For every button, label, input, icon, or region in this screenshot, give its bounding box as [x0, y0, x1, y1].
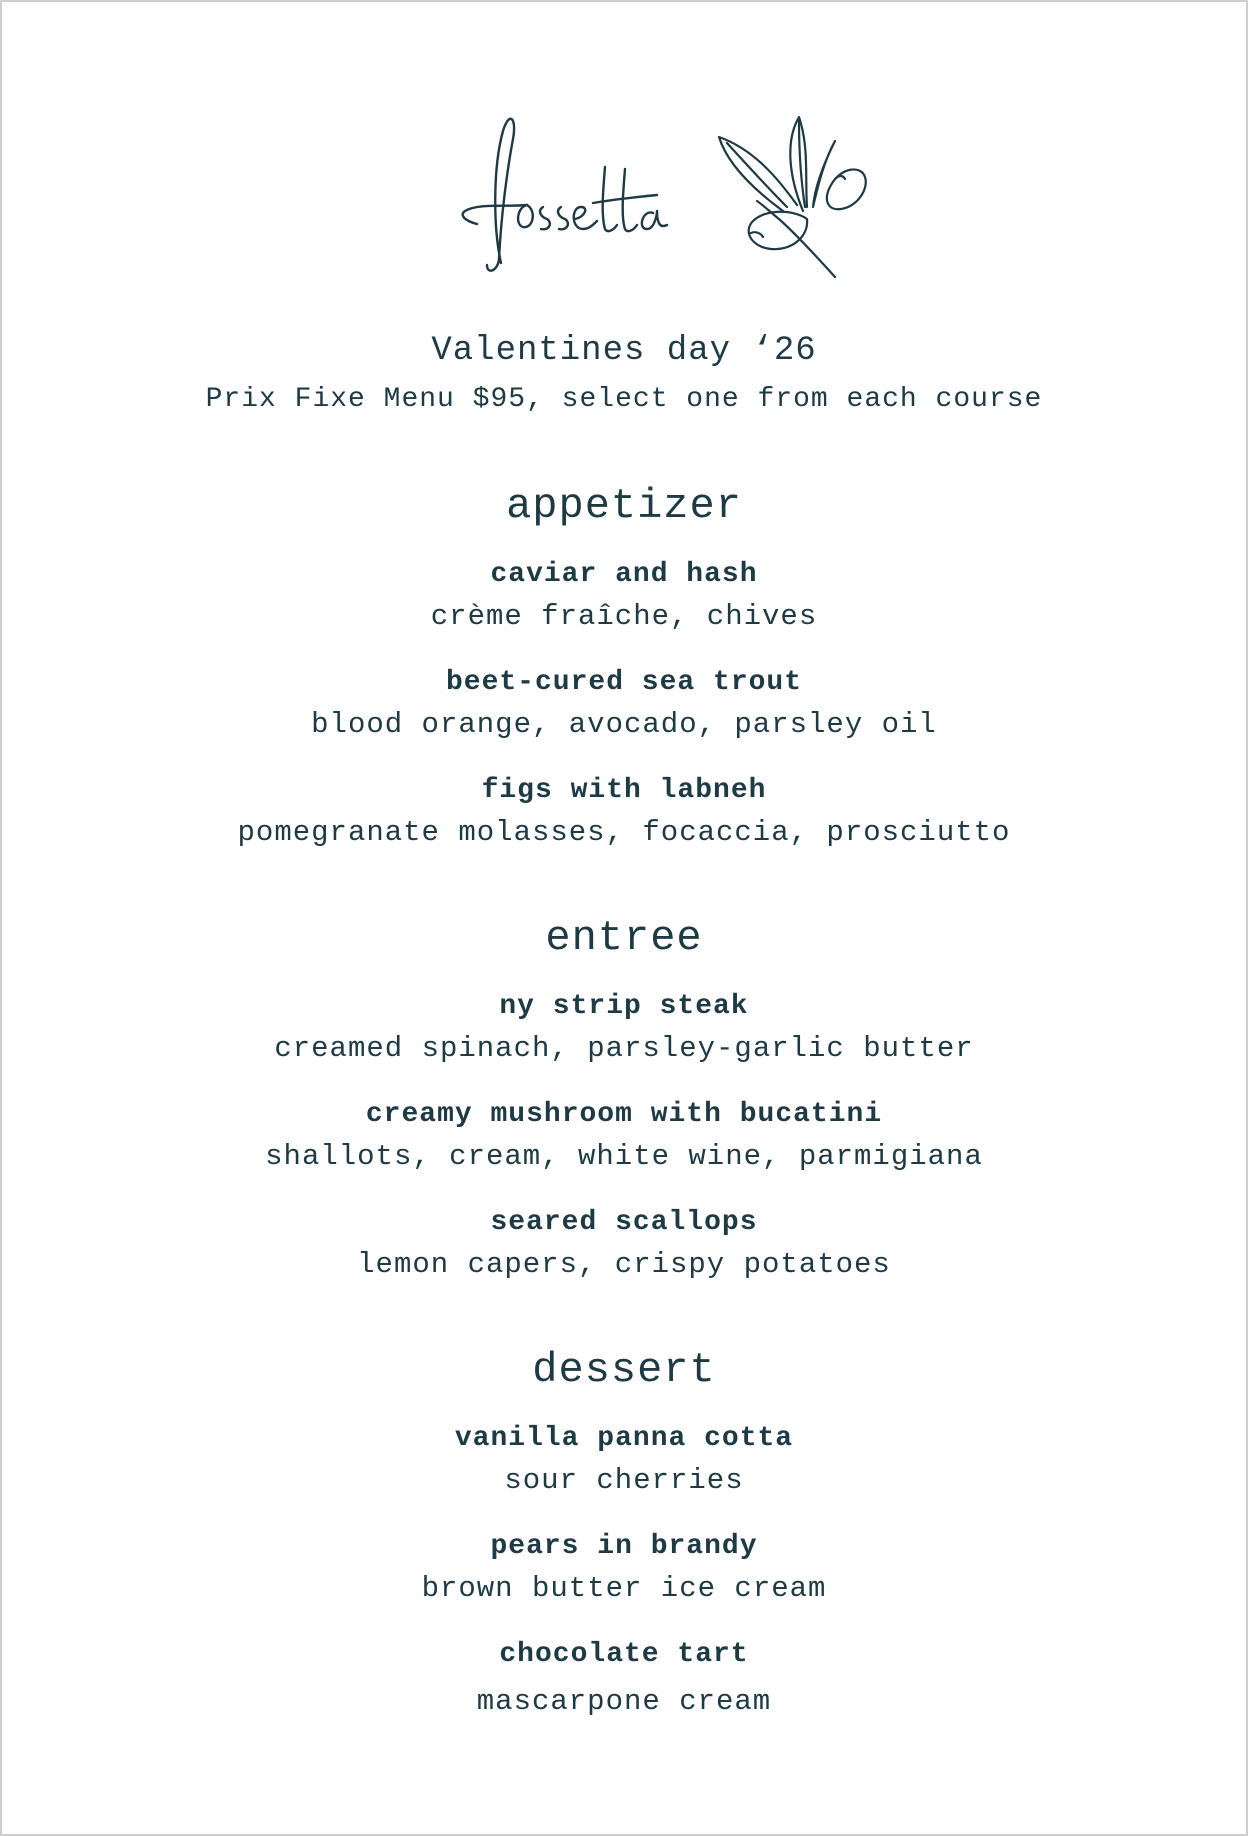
dish-description: lemon capers, crispy potatoes [357, 1248, 891, 1281]
dish-name: pears in brandy [490, 1531, 758, 1562]
course-title-appetizer: appetizer [506, 482, 742, 530]
dish-name: beet-cured sea trout [445, 667, 803, 698]
dish-name: vanilla panna cotta [454, 1423, 794, 1454]
fossetta-logo [457, 107, 877, 307]
dish-name: ny strip steak [499, 991, 749, 1022]
dish-name: creamy mushroom with bucatini [365, 1099, 883, 1130]
dish-name: caviar and hash [490, 559, 758, 590]
dish-description: blood orange, avocado, parsley oil [311, 708, 937, 741]
dish-name: figs with labneh [481, 775, 767, 806]
course-title-dessert: dessert [532, 1346, 716, 1394]
course-title-entree: entree [545, 914, 703, 962]
prix-fixe-note: Prix Fixe Menu $95, select one from each course [205, 384, 1043, 415]
olive-branch-icon [457, 107, 877, 307]
dish-description: crème fraîche, chives [430, 600, 818, 633]
dish-description: mascarpone cream [476, 1685, 772, 1718]
dish-name: chocolate tart [499, 1639, 749, 1670]
dish-description: creamed spinach, parsley-garlic butter [274, 1032, 974, 1065]
dish-description: brown butter ice cream [421, 1572, 827, 1605]
dish-description: sour cherries [504, 1464, 744, 1497]
dish-description: pomegranate molasses, focaccia, prosciutto [237, 816, 1011, 849]
dish-name: seared scallops [490, 1207, 758, 1238]
dish-description: shallots, cream, white wine, parmigiana [265, 1140, 983, 1173]
event-title: Valentines day ‘26 [431, 332, 817, 370]
